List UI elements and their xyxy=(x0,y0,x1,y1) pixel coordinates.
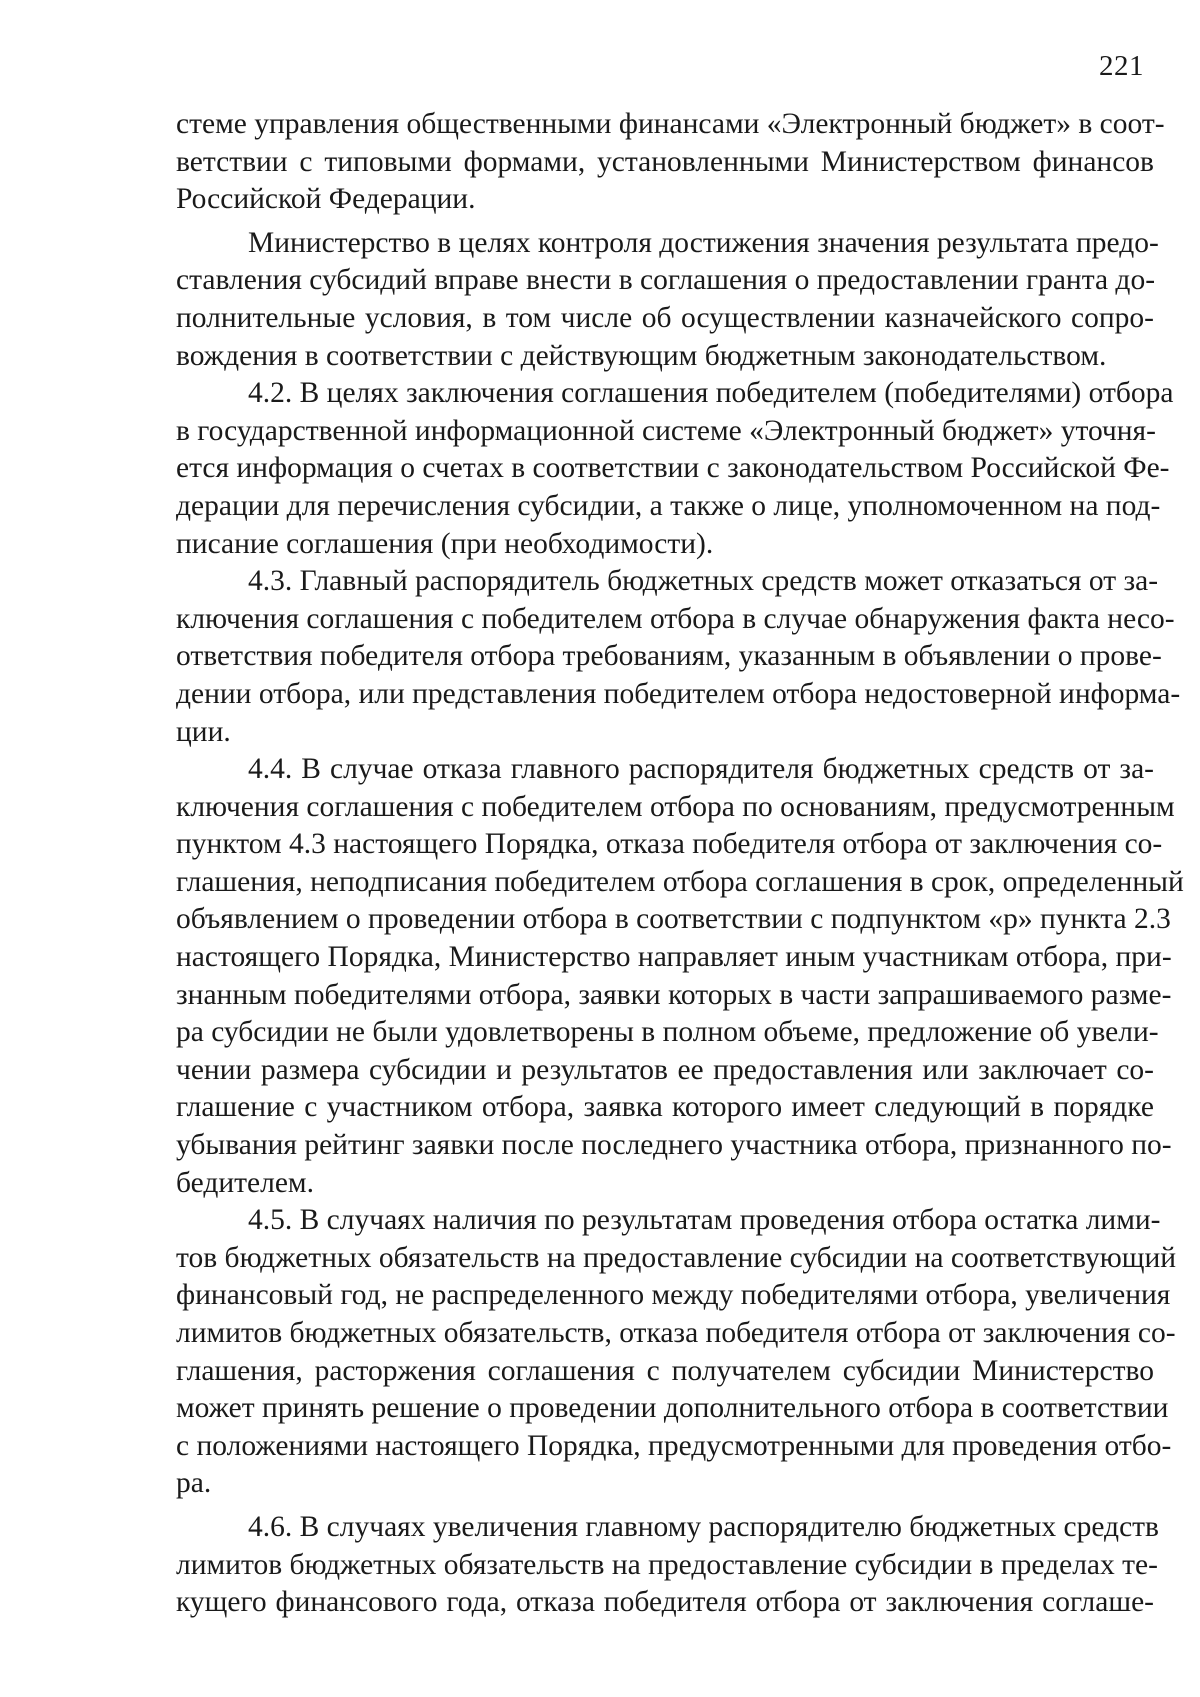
paragraph-continuation xyxy=(176,106,1165,219)
text-line: стеме управления общественными финансами «Электронный бюджет» в соот- xyxy=(176,108,1165,140)
text-line: объявлением о проведении отбора в соответствии с подпунктом «р» пункта 2.3 xyxy=(176,903,1171,936)
text-line: настоящего Порядка, Министерство направляет иным участникам отбора, при- xyxy=(176,941,1172,974)
paragraph-4-5 xyxy=(176,1202,1177,1503)
text-line: ставления субсидий вправе внести в соглашения о предоставлении гранта до- xyxy=(176,264,1156,297)
text-line: с положениями настоящего Порядка, предусмотренными для проведения отбо- xyxy=(176,1429,1172,1462)
text-line: дерации для перечисления субсидии, а также о лице, уполномоченном на под- xyxy=(176,489,1161,522)
text-line: убывания рейтинг заявки после последнего участника отбора, признанного по- xyxy=(176,1129,1172,1162)
paragraph-4-3 xyxy=(176,563,1181,751)
text-line: писание соглашения (при необходимости). xyxy=(176,527,714,560)
page-number: 221 xyxy=(1099,50,1144,82)
paragraph-4-4 xyxy=(176,751,1184,1202)
text-line: ра субсидии не были удовлетворены в полном объеме, предложение об увели- xyxy=(176,1016,1159,1049)
text-line: глашение с участником отбора, заявка которого имеет следующий в порядке xyxy=(176,1091,1154,1124)
paragraph-ministry-control xyxy=(176,225,1159,375)
text-line: ра. xyxy=(176,1467,212,1500)
text-line: Министерство в целях контроля достижения значения результата предо- xyxy=(248,226,1159,259)
text-line: ответствия победителя отбора требованиям, указанным в объявлении о прове- xyxy=(176,640,1162,673)
text-line: глашения, расторжения соглашения с получателем субсидии Министерство xyxy=(176,1354,1154,1387)
text-line: Российской Федерации. xyxy=(176,183,476,216)
paragraph-4-2 xyxy=(176,375,1174,563)
text-line: лимитов бюджетных обязательств на предоставление субсидии в пределах те- xyxy=(176,1548,1158,1581)
text-line: ется информация о счетах в соответствии с законодательством Российской Фе- xyxy=(176,452,1170,485)
text-line: глашения, неподписания победителем отбора соглашения в срок, определенный xyxy=(176,865,1184,898)
text-line: ключения соглашения с победителем отбора в случае обнаружения факта несо- xyxy=(176,602,1175,635)
text-line: 4.4. В случае отказа главного распорядителя бюджетных средств от за- xyxy=(248,753,1154,786)
text-line: тов бюджетных обязательств на предоставление субсидии на соответствующий xyxy=(176,1241,1177,1274)
text-line: 4.2. В целях заключения соглашения победителем (победителями) отбора xyxy=(248,377,1174,410)
text-line: 4.6. В случаях увеличения главному распорядителю бюджетных средств xyxy=(248,1510,1159,1543)
text-line: в государственной информационной системе «Электронный бюджет» уточня- xyxy=(176,414,1156,447)
text-line: полнительные условия, в том числе об осуществлении казначейского сопро- xyxy=(176,301,1154,334)
text-line: лимитов бюджетных обязательств, отказа победителя отбора от заключения со- xyxy=(176,1317,1176,1349)
text-line: 4.3. Главный распорядитель бюджетных средств может отказаться от за- xyxy=(248,565,1159,598)
text-line: чении размера субсидии и результатов ее предоставления или заключает со- xyxy=(176,1053,1154,1086)
text-line: знанным победителями отбора, заявки которых в части запрашиваемого разме- xyxy=(176,978,1172,1011)
document-body xyxy=(176,106,1184,1622)
text-line: пунктом 4.3 настоящего Порядка, отказа победителя отбора от заключения со- xyxy=(176,828,1163,861)
text-line: кущего финансового года, отказа победителя отбора от заключения соглаше- xyxy=(176,1586,1154,1619)
text-line: финансовый год, не распределенного между победителями отбора, увеличения xyxy=(176,1279,1171,1312)
text-line: бедителем. xyxy=(176,1166,314,1199)
text-line: ключения соглашения с победителем отбора по основаниям, предусмотренным xyxy=(176,790,1175,823)
text-line: может принять решение о проведении дополнительного отбора в соответствии xyxy=(176,1392,1169,1425)
text-line: ции. xyxy=(176,715,231,748)
text-line: вождения в соответствии с действующим бюджетным законодательством. xyxy=(176,339,1107,372)
text-line: дении отбора, или представления победителем отбора недостоверной информа- xyxy=(176,677,1181,710)
paragraph-4-6 xyxy=(176,1509,1159,1622)
text-line: ветствии с типовыми формами, установленными Министерством финансов xyxy=(176,145,1154,178)
text-line: 4.5. В случаях наличия по результатам проведения отбора остатка лими- xyxy=(248,1204,1161,1237)
